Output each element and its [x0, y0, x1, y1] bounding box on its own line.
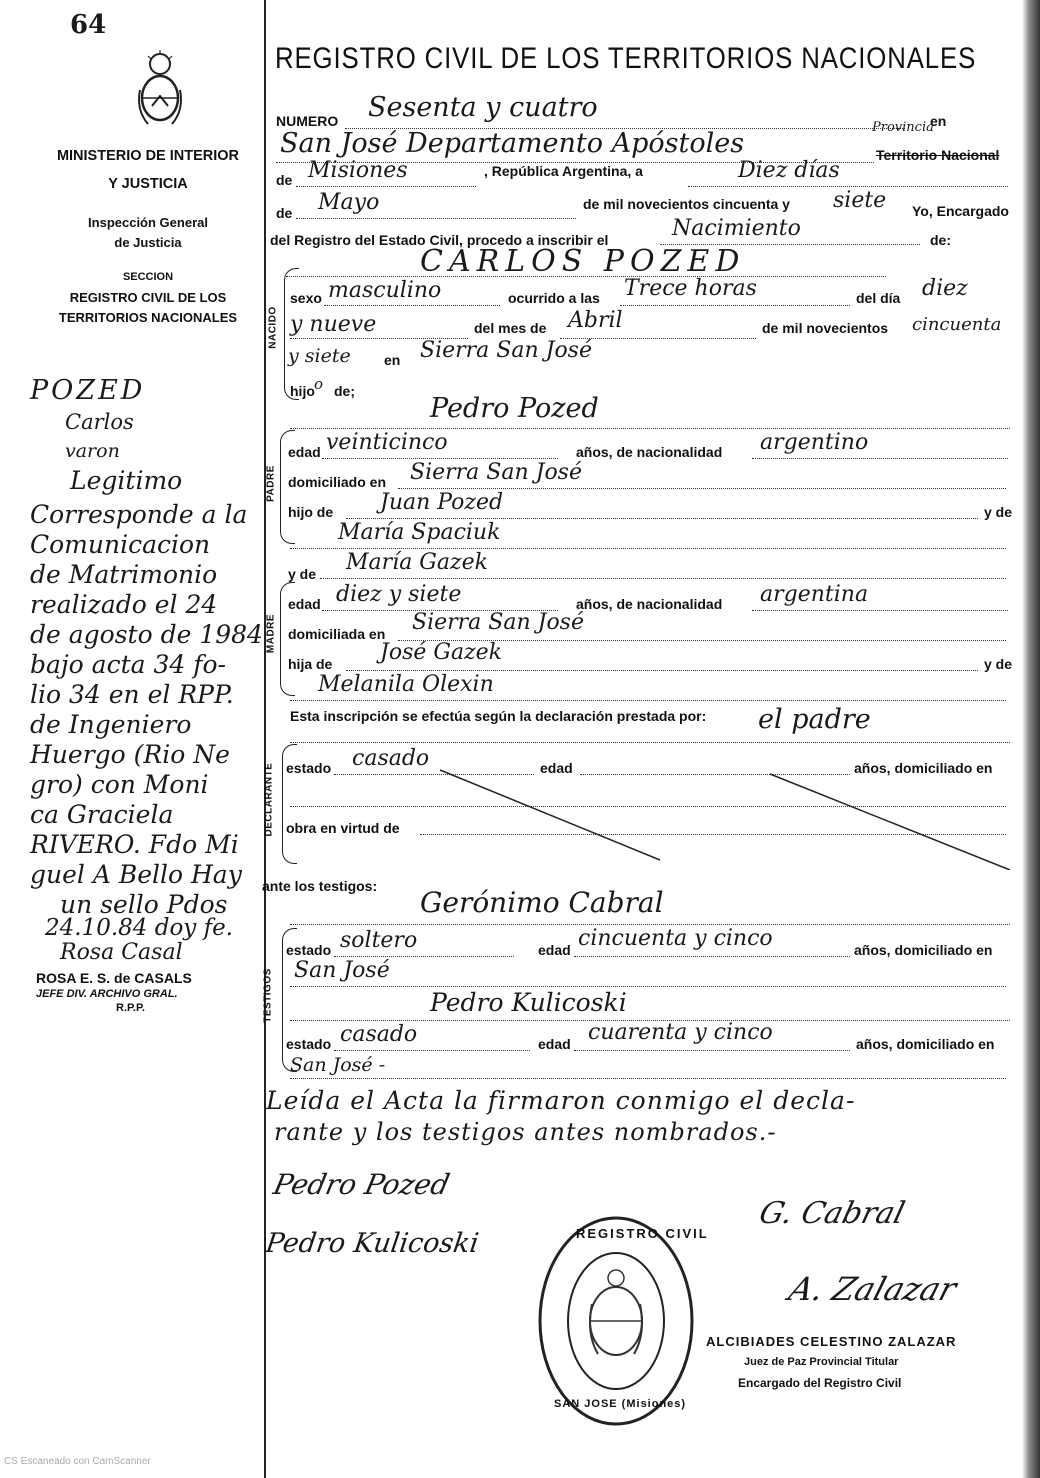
ministry-header: MINISTERIO DE INTERIOR Y JUSTICIA — [56, 148, 240, 192]
t2-edad-value: cuarenta y cinco — [588, 1020, 773, 1045]
domiciliada-label: domiciliada en — [288, 626, 386, 642]
margin-line: varon — [65, 440, 120, 462]
margin-line: POZED — [30, 375, 146, 406]
t1-edad-line — [574, 956, 850, 957]
lugar-nac-value: Sierra San José — [420, 338, 592, 363]
madre-padre-value: José Gazek — [380, 640, 502, 665]
padre-nac-line — [752, 458, 1008, 459]
margin-line: un sello Pdos — [60, 890, 228, 919]
margin-line: Comunicacion — [30, 530, 211, 559]
testigos-label: ante los testigos: — [262, 878, 378, 894]
edad-label: edad — [540, 760, 573, 776]
anos-dom-label: años, domiciliado en — [854, 760, 993, 776]
y-de-label: y de — [984, 656, 1013, 672]
padre-padre-value: Juan Pozed — [380, 490, 504, 515]
en-label: en — [384, 352, 401, 368]
territorio-line — [296, 186, 476, 187]
margin-signature: Rosa Casal — [60, 940, 183, 965]
republica-label: , República Argentina, a — [484, 163, 643, 179]
t1-estado-value: soltero — [340, 928, 418, 953]
cancel-strokes — [420, 760, 1020, 870]
official-seal — [536, 1214, 709, 1428]
sexo-label: sexo — [290, 290, 322, 306]
t1-estado-line — [334, 956, 514, 957]
del-mes-label: del mes de — [474, 320, 547, 336]
padre-nombre-value: Pedro Pozed — [430, 393, 599, 424]
padre-madre-value: María Spaciuk — [338, 520, 501, 545]
madre-nombre-line — [320, 578, 1006, 579]
margin-line: de agosto de 1984 — [30, 620, 263, 649]
edad-label: edad — [288, 596, 321, 612]
registro-label: del Registro del Estado Civil, procedo a inscribir el — [270, 232, 609, 248]
t2-dom-line — [290, 1078, 1006, 1079]
estado-label: estado — [286, 942, 332, 958]
de-semi-label: de; — [334, 383, 355, 399]
page-edge-shadow — [1022, 0, 1040, 1478]
dia-nac-value: diez — [922, 276, 968, 301]
margin-line: lio 34 en el RPP. — [30, 680, 234, 709]
padre-dom-line — [398, 488, 1006, 489]
anio-nac-cont-value: y siete — [288, 345, 351, 367]
madre-nac-line — [752, 610, 1008, 611]
anos-dom-label: años, domiciliado en — [854, 942, 993, 958]
sexo-line — [324, 305, 500, 306]
margin-line: gro) con Moni — [30, 770, 209, 799]
de-label: de — [276, 172, 293, 188]
hijo-suffix: o — [314, 375, 324, 393]
en-label: en — [930, 113, 947, 129]
y-de-label: y de — [288, 566, 317, 582]
signature-padre: Pedro Pozed — [270, 1168, 453, 1201]
numero-value: Sesenta y cuatro — [368, 92, 598, 123]
document-title: REGISTRO CIVIL DE LOS TERRITORIOS NACIONALES — [275, 42, 977, 75]
margin-line: bajo acta 34 fo- — [30, 650, 226, 679]
territorio-label: Territorio Nacional — [876, 147, 1000, 163]
page-number: 64 — [70, 10, 107, 40]
lugar-value: San José Departamento Apóstoles — [280, 128, 745, 159]
cierre-line2: rante y los testigos antes nombrados.- — [274, 1118, 777, 1146]
ocurrido-label: ocurrido a las — [508, 290, 600, 306]
anos-dom-label: años, domiciliado en — [856, 1036, 995, 1052]
madre-nac-value: argentina — [760, 582, 869, 607]
padre-nac-value: argentino — [760, 430, 869, 455]
de-label: de — [276, 205, 293, 221]
numero-label: NUMERO — [276, 113, 339, 129]
mes-nac-value: Abril — [568, 308, 623, 333]
t2-dom-value: San José - — [290, 1054, 386, 1076]
estado-label: estado — [286, 1036, 332, 1052]
padre-edad-value: veinticinco — [326, 430, 448, 455]
declarante-line — [290, 742, 1010, 743]
margin-line: Huergo (Rio Ne — [30, 740, 230, 769]
testigo1-line — [290, 924, 1010, 925]
padre-madre-line — [290, 548, 1006, 549]
edad-label: edad — [538, 942, 571, 958]
hora-value: Trece horas — [624, 276, 757, 301]
acto-value: Nacimiento — [672, 216, 801, 241]
estado-label: estado — [286, 760, 332, 776]
margin-line: realizado el 24 — [30, 590, 218, 619]
testigos-label: TESTIGOS — [262, 968, 274, 1023]
edad-label: edad — [538, 1036, 571, 1052]
padre-nombre-line — [290, 428, 1010, 429]
margin-line: 24.10.84 doy fe. — [45, 915, 234, 941]
madre-madre-value: Melanila Olexin — [318, 672, 494, 697]
testigo2-value: Pedro Kulicoski — [430, 988, 627, 1017]
hijo-de-label: hijo de — [288, 504, 334, 520]
anio-value: siete — [833, 188, 887, 213]
madre-label: MADRE — [265, 613, 277, 654]
seal-top-text: REGISTRO CIVIL — [576, 1226, 709, 1241]
madre-padre-line — [346, 670, 978, 671]
t1-dom-line — [290, 986, 1006, 987]
dia-line — [688, 186, 1008, 187]
declarante-label: DECLARANTE — [263, 762, 275, 837]
scanner-watermark: CS Escaneado con CamScanner — [4, 1456, 151, 1467]
mes-value: Mayo — [318, 190, 380, 215]
padre-label: PADRE — [265, 465, 277, 502]
padre-padre-line — [346, 518, 978, 519]
y-de-label: y de — [984, 504, 1013, 520]
hijo-label: hijo — [290, 383, 315, 399]
cincuenta-label: de mil novecientos cincuenta y — [583, 196, 790, 212]
registry-header: REGISTRO CIVIL DE LOS TERRITORIOS NACIONALES — [58, 290, 238, 325]
nacionalidad-label: años, de nacionalidad — [576, 444, 723, 460]
t2-estado-value: casado — [340, 1022, 418, 1047]
t1-edad-value: cincuenta y cinco — [578, 926, 773, 951]
obra-label: obra en virtud de — [286, 820, 400, 836]
t2-edad-line — [574, 1050, 850, 1051]
inspection-header: Inspección General de Justicia — [88, 215, 208, 250]
hija-de-label: hija de — [288, 656, 333, 672]
margin-line: Legitimo — [70, 466, 183, 495]
section-label: SECCION — [122, 271, 174, 283]
inscripcion-label: Esta inscripción se efectúa según la declaración prestada por: — [290, 708, 707, 724]
margin-line: guel A Bello Hay — [30, 860, 242, 889]
signature-testigo1: G. Cabral — [755, 1196, 909, 1231]
nacionalidad-label: años, de nacionalidad — [576, 596, 723, 612]
del-dia-label: del día — [856, 290, 901, 306]
domiciliado-label: domiciliado en — [288, 474, 387, 490]
declarante-value: el padre — [758, 704, 871, 735]
seal-bottom-text: SAN JOSE (Misiones) — [554, 1398, 687, 1410]
sexo-value: masculino — [328, 278, 442, 303]
anio-nac-value: cincuenta — [912, 314, 1002, 335]
madre-nombre-value: María Gazek — [346, 550, 488, 575]
officer-title2: Encargado del Registro Civil — [738, 1376, 902, 1390]
edad-label: edad — [288, 444, 321, 460]
margin-line: RIVERO. Fdo Mi — [30, 830, 239, 859]
territorio-value: Misiones — [308, 158, 408, 183]
de-colon-label: de: — [930, 232, 951, 248]
nombre-value: CARLOS POZED — [420, 244, 746, 279]
officer-name: ALCIBIADES CELESTINO ZALAZAR — [706, 1334, 957, 1349]
provincia-label: Provincia — [872, 120, 934, 135]
signature-testigo2: Pedro Kulicoski — [263, 1228, 481, 1259]
decl-estado-value: casado — [352, 746, 430, 771]
dia-nac-cont-value: y nueve — [290, 312, 377, 337]
signature-officer: A. Zalazar — [784, 1270, 961, 1308]
madre-madre-line — [290, 700, 1006, 701]
coat-of-arms-icon — [134, 50, 186, 130]
cierre-line1: Leída el Acta la firmaron conmigo el decla- — [266, 1086, 856, 1115]
nacido-label: NACIDO — [267, 306, 279, 349]
de-mil-label: de mil novecientos — [762, 320, 889, 336]
nombre-line — [286, 276, 886, 277]
padre-dom-value: Sierra San José — [410, 460, 582, 485]
padre-edad-line — [322, 458, 558, 459]
mes-line — [296, 218, 576, 219]
madre-edad-value: diez y siete — [336, 582, 462, 607]
margin-line: de Matrimonio — [30, 560, 218, 589]
archive-stamp: ROSA E. S. de CASALS JEFE DIV. ARCHIVO GRAL. R.P.P. — [36, 970, 192, 1014]
margin-line: ca Graciela — [30, 800, 174, 829]
testigo1-value: Gerónimo Cabral — [420, 886, 664, 919]
margin-line: Carlos — [65, 410, 134, 434]
encargado-label: Yo, Encargado — [912, 203, 1009, 219]
hora-line — [620, 305, 850, 306]
t2-estado-line — [334, 1050, 530, 1051]
margin-line: Corresponde a la — [30, 500, 248, 529]
dia-value: Diez días — [738, 158, 840, 183]
madre-dom-value: Sierra San José — [412, 610, 584, 635]
officer-title1: Juez de Paz Provincial Titular — [744, 1356, 899, 1368]
t1-dom-value: San José — [294, 958, 390, 983]
margin-line: de Ingeniero — [30, 710, 192, 739]
